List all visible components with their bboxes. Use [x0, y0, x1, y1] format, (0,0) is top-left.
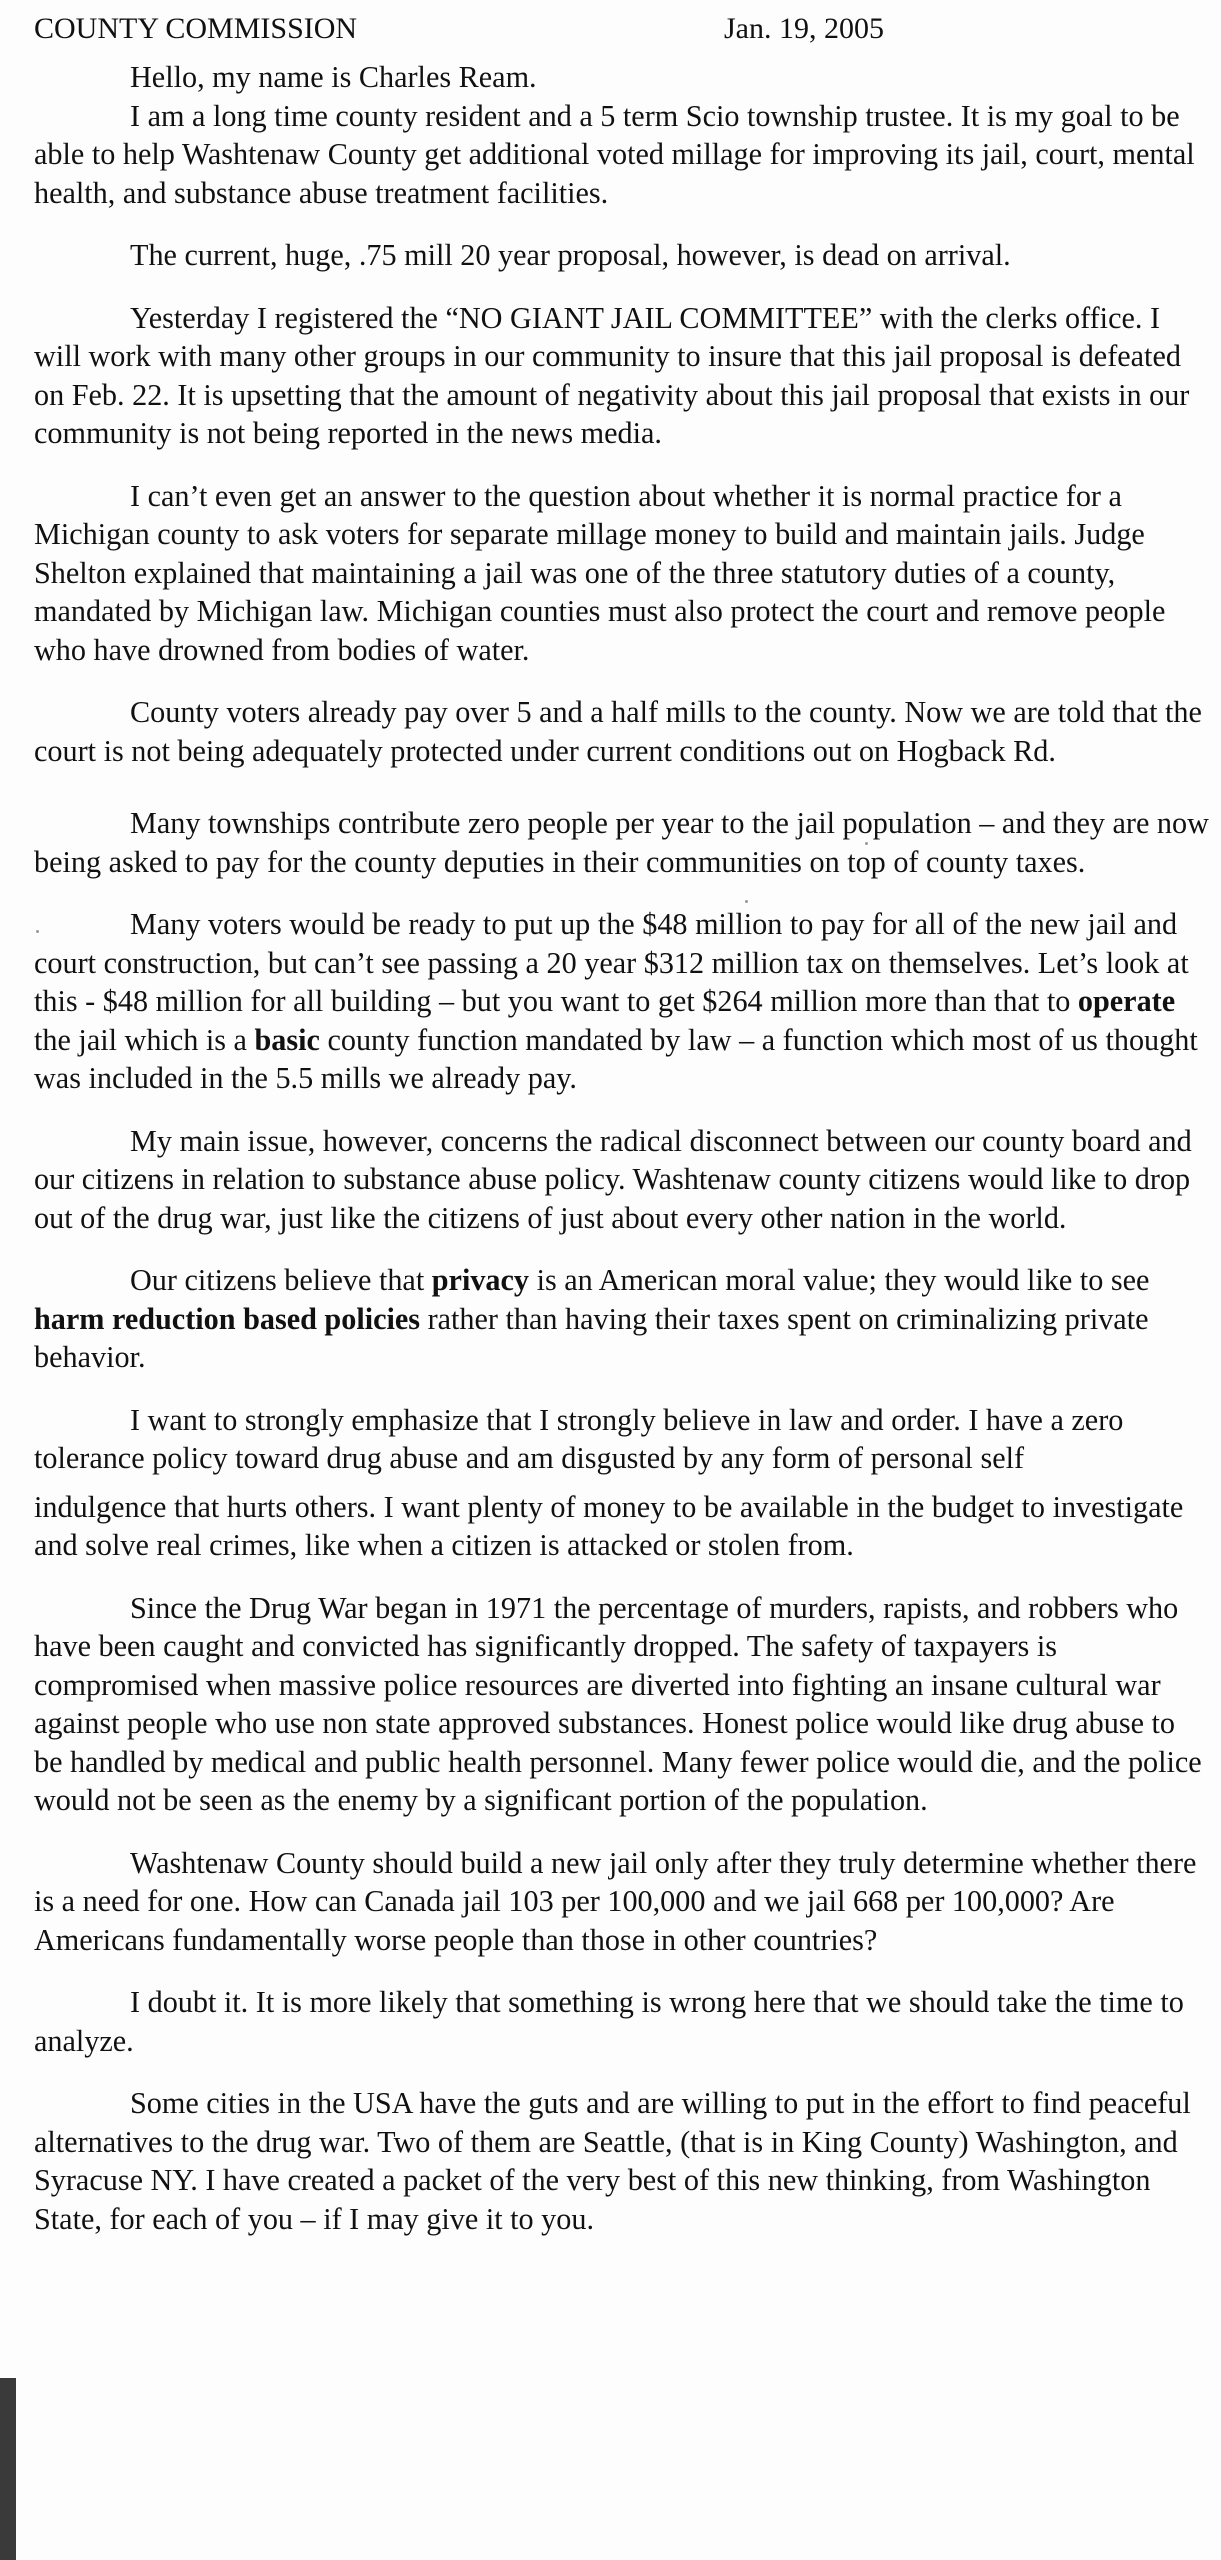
paragraph-drug-war: Since the Drug War began in 1971 the percentage of murders, rapists, and robbers who have been caught and convicted has significantly dropped. The safety of taxpayers is compromised when massive police resources are diverted into fighting an insane cultural war against people who use non state approved substances. Honest police would like drug abuse to be handled by medical and public health personnel. Many fewer police would die, and the police would not be seen as the enemy by a significant portion of the population. — [34, 1590, 1202, 1817]
header-title: COUNTY COMMISSION — [34, 12, 358, 45]
header-date: Jan. 19, 2005 — [724, 12, 884, 45]
paragraph-construction-cost — [34, 905, 1211, 1098]
paragraph-greeting: Hello, my name is Charles Ream. — [130, 60, 537, 94]
paragraph-jail-need: Washtenaw County should build a new jail only after they truly determine whether there is a need for one. How can Canada jail 103 per 100,000 and we jail 668 per 100,000? Are Americans fundamentally worse people than those in other countries? — [34, 1845, 1197, 1957]
paragraph-construction-cost-part-1: Many voters would be ready to put up the $48 million to pay for all of the new jail and court construction, but can’t see passing a 20 year $312 million tax on themselves. Let’s look at this - $48 million for all building – but you want to get $264 million more than that to — [34, 907, 1189, 1018]
paragraph-committee-registration: Yesterday I registered the “NO GIANT JAIL COMMITTEE” with the clerks office. I will work with many other groups in our community to insure that this jail proposal is defeated on Feb. 22. It is upsetting that the amount of negativity about this jail proposal that exists in our community is not being reported in the news media. — [34, 300, 1190, 450]
emphasis-privacy: privacy — [431, 1263, 530, 1297]
emphasis-operate: operate — [1077, 984, 1176, 1018]
scan-speck — [865, 842, 868, 845]
paragraph-privacy-part-2: is an American moral value; they would like to see — [529, 1263, 1150, 1297]
paragraph-townships: Many townships contribute zero people per year to the jail population – and they are now being asked to pay for the county deputies in their communities on top of county taxes. — [34, 806, 1209, 879]
paragraph-privacy — [34, 1261, 1211, 1377]
paragraph-privacy-part-1: Our citizens believe that — [130, 1263, 432, 1297]
emphasis-harm-reduction: harm reduction based policies — [34, 1301, 421, 1336]
scan-edge-bar — [0, 2378, 16, 2560]
document-header — [34, 6, 1211, 52]
paragraph-doubt: I doubt it. It is more likely that something is wrong here that we should take the time to analyze. — [34, 1985, 1184, 2058]
paragraph-construction-cost-part-2: the jail which is a — [34, 1022, 255, 1057]
scan-speck — [745, 900, 748, 903]
paragraph-law-and-order-continued: indulgence that hurts others. I want plenty of money to be available in the budget to investigate and solve real crimes, like when a citizen is attacked or stolen from. — [34, 1489, 1184, 1562]
paragraph-main-issue: My main issue, however, concerns the radical disconnect between our county board and our citizens in relation to substance abuse policy. Washtenaw county citizens would like to drop out of the drug war, just like the citizens of just about every other nation in the world. — [34, 1123, 1192, 1235]
paragraph-proposal-status: The current, huge, .75 mill 20 year proposal, however, is dead on arrival. — [130, 238, 1011, 272]
paragraph-county-mills: County voters already pay over 5 and a half mills to the county. Now we are told that the court is not being adequately protected under current conditions out on Hogback Rd. — [34, 695, 1202, 768]
paragraph-introduction: I am a long time county resident and a 5 term Scio township trustee. It is my goal to be able to help Washtenaw County get additional voted millage for improving its jail, court, mental health, and substance abuse treatment facilities. — [34, 98, 1195, 210]
paragraph-alternatives: Some cities in the USA have the guts and are willing to put in the effort to find peaceful alternatives to the drug war. Two of them are Seattle, (that is in King County) Washington, and Syracuse NY. I have created a packet of the very best of this new thinking, from Washington State, for each of you – if I may give it to you. — [34, 2086, 1191, 2236]
paragraph-law-and-order: I want to strongly emphasize that I strongly believe in law and order. I have a zero tolerance policy toward drug abuse and am disgusted by any form of personal self — [34, 1402, 1124, 1475]
paragraph-privacy-part-3: rather than having their taxes spent on criminalizing private behavior. — [34, 1301, 1149, 1374]
scan-speck — [36, 930, 39, 933]
paragraph-millage-question: I can’t even get an answer to the question about whether it is normal practice for a Michigan county to ask voters for separate millage money to build and maintain jails. Judge Shelton explained that maintaining a jail was one of the three statutory duties of a county, mandated by Michigan law. Michigan counties must also protect the court and remove people who have drowned from bodies of water. — [34, 478, 1166, 667]
emphasis-basic: basic — [254, 1022, 320, 1057]
paragraph-construction-cost-part-3: county function mandated by law – a function which most of us thought was included in the 5.5 mills we already pay. — [34, 1022, 1198, 1095]
